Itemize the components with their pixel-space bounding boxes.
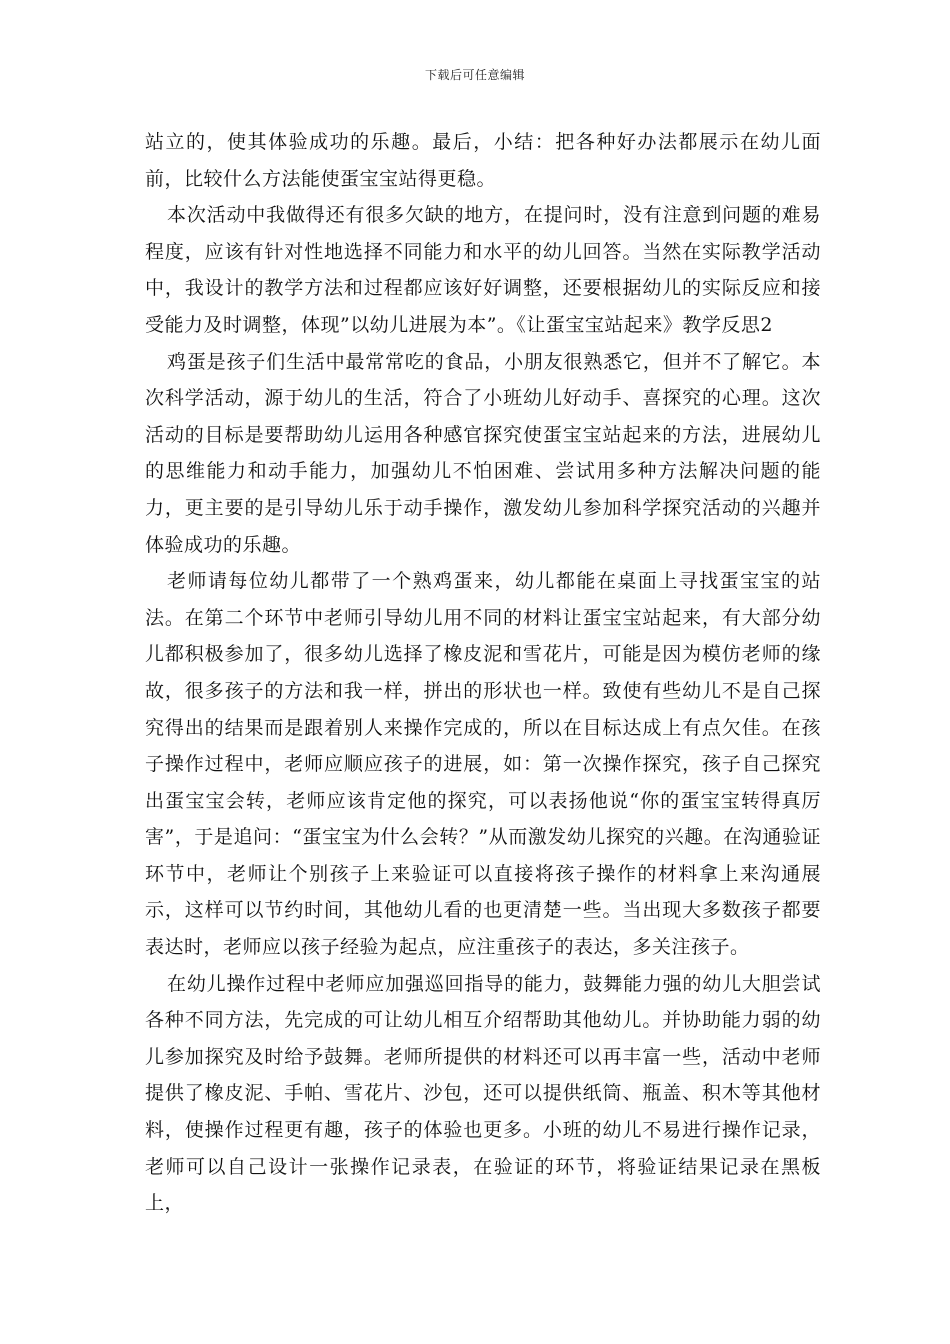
paragraph-activity-goals: 鸡蛋是孩子们生活中最常常吃的食品，小朋友很熟悉它，但并不了解它。本次科学活动，源于幼儿的生活，符合了小班幼儿好动手、喜探究的心理。这次活动的目标是要帮助幼儿运用各种感官探究使蛋宝宝站起来的方法，进展幼儿的思维能力和动手能力，加强幼儿不怕困难、尝试用多种方法解决问题的能力，更主要的是引导幼儿乐于动手操作，激发幼儿参加科学探究活动的兴趣并体验成功的乐趣。 [145, 350, 821, 556]
document-body [145, 124, 821, 1222]
paragraph-activity-process: 老师请每位幼儿都带了一个熟鸡蛋来，幼儿都能在桌面上寻找蛋宝宝的站法。在第二个环节中老师引导幼儿用不同的材料让蛋宝宝站起来，有大部分幼儿都积极参加了，很多幼儿选择了橡皮泥和雪花片，可能是因为模仿老师的缘故，很多孩子的方法和我一样，拼出的形状也一样。致使有些幼儿不是自己探究得出的结果而是跟着别人来操作完成的，所以在目标达成上有点欠佳。在孩子操作过程中，老师应顺应孩子的进展，如：第一次操作探究，孩子自己探究出蛋宝宝会转，老师应该肯定他的探究，可以表扬他说“你的蛋宝宝转得真厉害”，于是追问：“蛋宝宝为什么会转？”从而激发幼儿探究的兴趣。在沟通验证环节中，老师让个别孩子上来验证可以直接将孩子操作的材料拿上来沟通展示，这样可以节约时间，其他幼儿看的也更清楚一些。当出现大多数孩子都要表达时，老师应以孩子经验为起点，应注重孩子的表达，多关注孩子。 [145, 570, 821, 959]
paragraph-reflection-shortcomings: 本次活动中我做得还有很多欠缺的地方，在提问时，没有注意到问题的难易程度，应该有针对性地选择不同能力和水平的幼儿回答。当然在实际教学活动中，我设计的教学方法和过程都应该好好调整，还要根据幼儿的实际反应和接受能力及时调整，体现”以幼儿进展为本”。《让蛋宝宝站起来》教学反思2 [145, 204, 821, 336]
paragraph-continued: 站立的，使其体验成功的乐趣。最后，小结：把各种好办法都展示在幼儿面前，比较什么方法能使蛋宝宝站得更稳。 [145, 131, 821, 190]
page-header: 下载后可任意编辑 [424, 68, 525, 82]
paragraph-guidance-suggestions: 在幼儿操作过程中老师应加强巡回指导的能力，鼓舞能力强的幼儿大胆尝试各种不同方法，先完成的可让幼儿相互介绍帮助其他幼儿。并协助能力弱的幼儿参加探究及时给予鼓舞。老师所提供的材料还可以再丰富一些，活动中老师提供了橡皮泥、手帕、雪花片、沙包，还可以提供纸筒、瓶盖、积木等其他材料，使操作过程更有趣，孩子的体验也更多。小班的幼儿不易进行操作记录，老师可以自己设计一张操作记录表，在验证的环节，将验证结果记录在黑板上， [145, 972, 821, 1215]
